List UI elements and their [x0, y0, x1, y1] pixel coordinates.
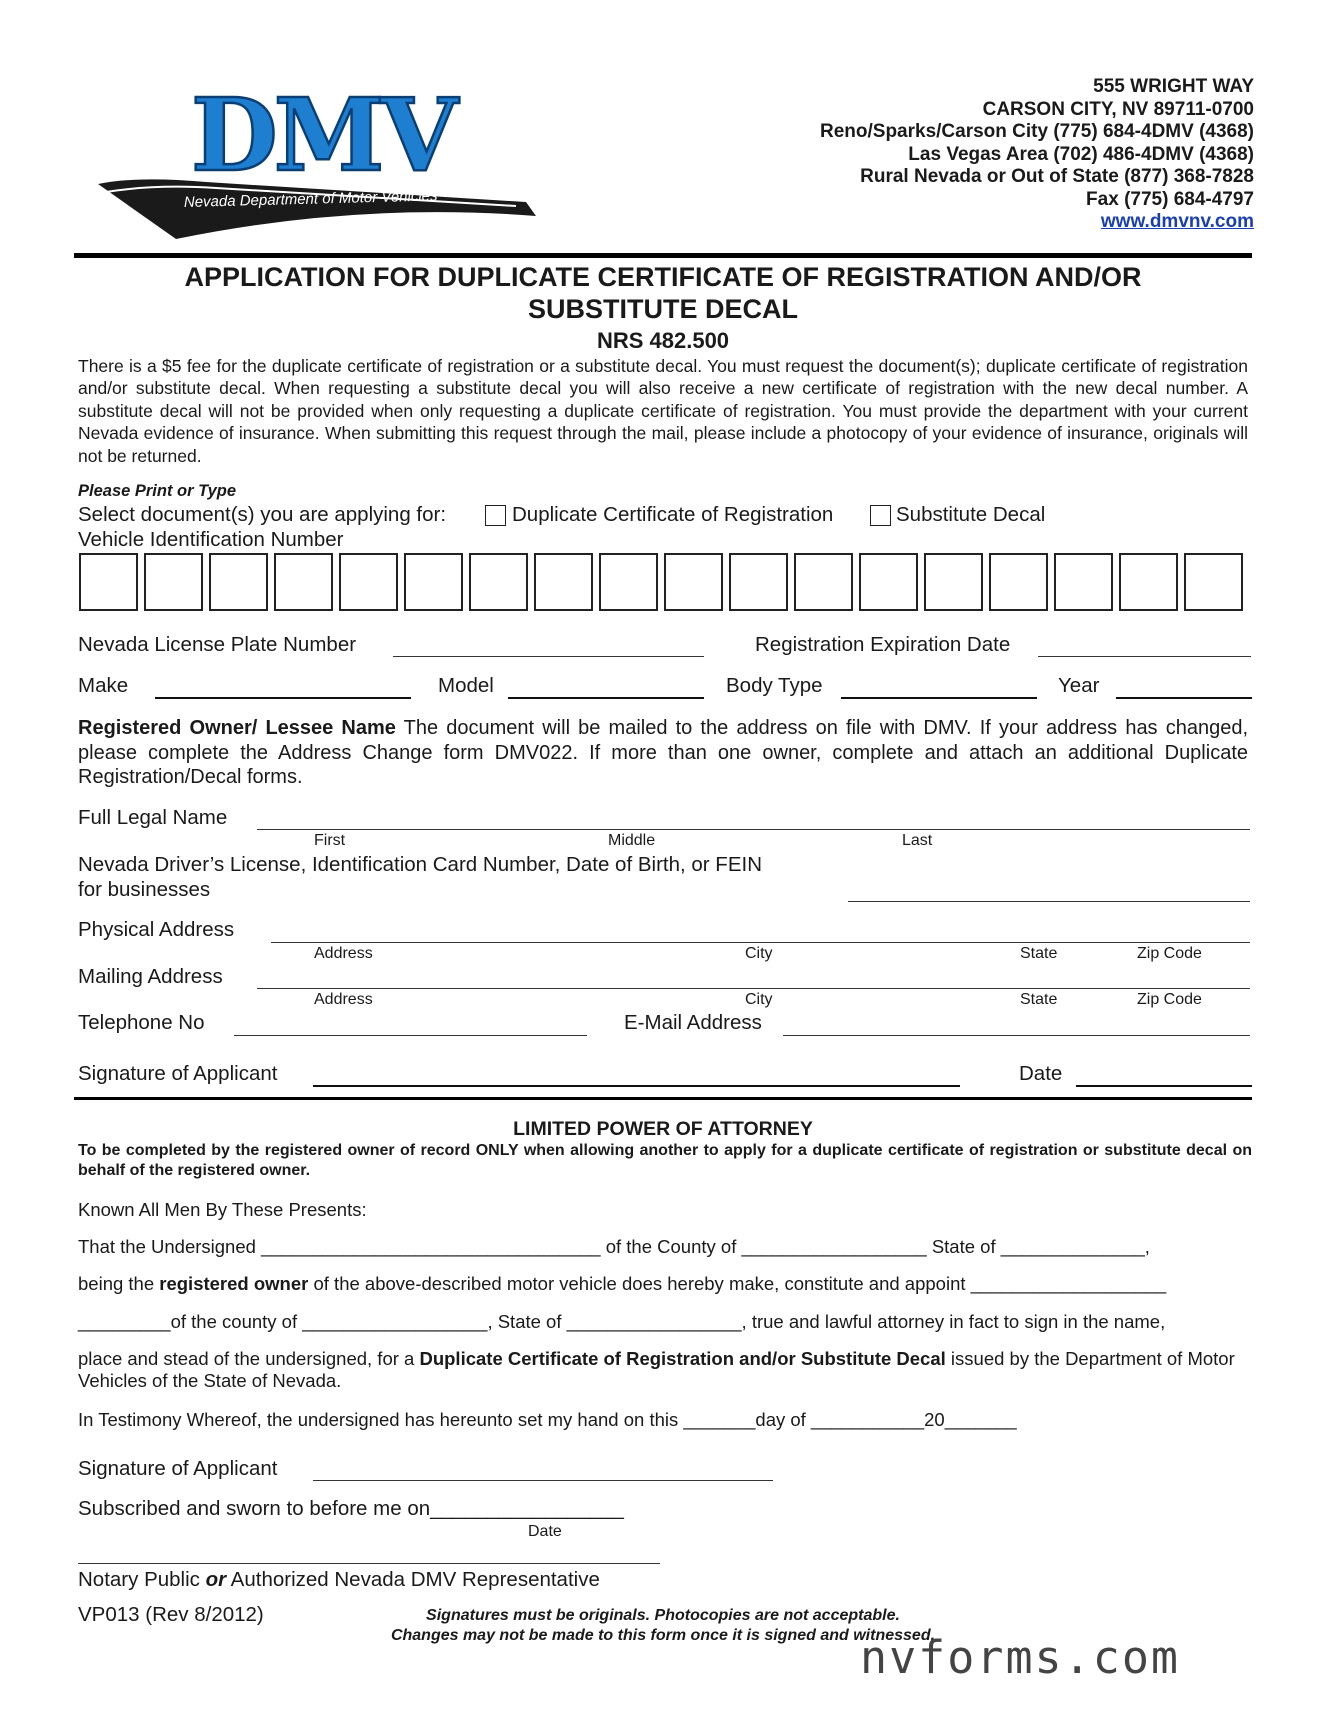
intro-paragraph: There is a $5 fee for the duplicate certificate of registration or a substitute decal. You must request the document(s); duplicate certificate of registration and/or substitute decal. When requesting a substitute decal you will also receive a new certificate of registration with the new decal number. A substitute decal will not be provided when only requesting a duplicate certificate of registration. You must provide the department with your current Nevada evidence of insurance. When submitting this request through the mail, please include a photocopy of your evidence of insurance, originals will not be returned. [78, 356, 1248, 466]
owner-instructions: The document will be mailed to the address on file with DMV. If your address has changed, please complete the Address Change form DMV022. If more than one owner, complete and attach an additional Duplicate Registration/Decal forms. [78, 717, 1248, 788]
model-input-line[interactable] [508, 697, 704, 699]
body-type-input-line[interactable] [841, 697, 1037, 699]
vin-char-box[interactable] [339, 553, 398, 611]
year-label: Year [1058, 674, 1100, 697]
state-caption: State [1020, 991, 1058, 1008]
vin-char-box[interactable] [469, 553, 528, 611]
address-caption: Address [314, 991, 373, 1008]
poa-testimony-line: In Testimony Whereof, the undersigned has hereunto set my hand on this _______day of ___________20_______ [78, 1409, 1017, 1430]
statute-reference: NRS 482.500 [596, 328, 730, 353]
sworn-line: Subscribed and sworn to before me on_________________ [78, 1497, 624, 1520]
poa-place-bold: Duplicate Certificate of Registration and/or Substitute Decal [419, 1348, 946, 1369]
dmv-logo [96, 84, 536, 244]
plate-input-line[interactable] [393, 656, 704, 657]
vin-char-box[interactable] [924, 553, 983, 611]
vin-char-box[interactable] [534, 553, 593, 611]
address-line: Fax (775) 684-4797 [1086, 188, 1254, 210]
signature-label: Signature of Applicant [78, 1062, 278, 1085]
signature-input-line[interactable] [313, 1085, 960, 1087]
telephone-label: Telephone No [78, 1011, 205, 1034]
email-label: E-Mail Address [624, 1011, 762, 1034]
poa-instructions: To be completed by the registered owner of record ONLY when allowing another to apply for a duplicate certificate of registration or substitute decal on behalf of the registered owner. [78, 1142, 1252, 1179]
dl-label-line1: Nevada Driver’s License, Identification Card Number, Date of Birth, or FEIN [78, 853, 763, 876]
vin-char-box[interactable] [274, 553, 333, 611]
physical-address-label: Physical Address [78, 918, 235, 941]
poa-signature-input-line[interactable] [313, 1480, 773, 1481]
substitute-decal-checkbox[interactable] [870, 505, 891, 526]
vin-char-box[interactable] [664, 553, 723, 611]
print-note: Please Print or Type [78, 482, 237, 500]
form-number: VP013 (Rev 8/2012) [78, 1603, 264, 1626]
notary-or: or [205, 1568, 227, 1591]
vin-label: Vehicle Identification Number [78, 528, 344, 551]
poa-place-paragraph [78, 1348, 1252, 1392]
last-name-caption: Last [902, 832, 933, 849]
email-input-line[interactable] [783, 1035, 1250, 1036]
vin-char-box[interactable] [144, 553, 203, 611]
agency-contact-block [820, 76, 1254, 234]
select-documents-label: Select document(s) you are applying for: [78, 503, 447, 526]
signature-date-label: Date [1019, 1062, 1063, 1085]
poa-owner-line [78, 1273, 1166, 1295]
form-title-line2: SUBSTITUTE DECAL [528, 294, 798, 324]
make-label: Make [78, 674, 129, 697]
poa-title: LIMITED POWER OF ATTORNEY [513, 1118, 813, 1140]
body-type-label: Body Type [726, 674, 823, 697]
substitute-decal-label: Substitute Decal [896, 503, 1046, 526]
vin-char-box[interactable] [1119, 553, 1178, 611]
address-caption: Address [314, 945, 373, 962]
dl-input-line[interactable] [848, 901, 1250, 902]
address-line: Rural Nevada or Out of State (877) 368-7828 [860, 166, 1254, 187]
vin-char-box[interactable] [79, 553, 138, 611]
section-divider [74, 1097, 1252, 1100]
poa-place-text: place and stead of the undersigned, for a [78, 1348, 420, 1369]
full-name-label: Full Legal Name [78, 806, 228, 829]
model-label: Model [438, 674, 494, 697]
vin-char-box[interactable] [209, 553, 268, 611]
address-line: CARSON CITY, NV 89711-0700 [982, 98, 1254, 120]
duplicate-certificate-label: Duplicate Certificate of Registration [512, 503, 834, 526]
mailing-address-input-line[interactable] [257, 988, 1250, 989]
poa-owner-text: being the [78, 1273, 160, 1294]
vin-char-box[interactable] [859, 553, 918, 611]
notary-text-end: Authorized Nevada DMV Representative [226, 1568, 600, 1591]
make-input-line[interactable] [155, 697, 411, 699]
footer-note-1: Signatures must be originals. Photocopies are not acceptable. [426, 1607, 900, 1624]
zip-caption: Zip Code [1137, 945, 1202, 962]
city-caption: City [745, 991, 773, 1008]
poa-known: Known All Men By These Presents: [78, 1199, 367, 1220]
expiration-input-line[interactable] [1038, 656, 1251, 657]
expiration-label: Registration Expiration Date [755, 633, 1011, 656]
website-link[interactable]: www.dmvnv.com [1100, 211, 1254, 232]
watermark: nvforms.com [859, 1631, 1180, 1684]
plate-label: Nevada License Plate Number [78, 633, 357, 656]
poa-owner-text-end: of the above-described motor vehicle does hereby make, constitute and appoint ___________________ [308, 1273, 1167, 1294]
address-line: 555 WRIGHT WAY [1093, 76, 1254, 97]
logo-tagline: Nevada Department of Motor Vehicles [183, 187, 438, 211]
vin-char-box[interactable] [404, 553, 463, 611]
vin-char-box[interactable] [1184, 553, 1243, 611]
header-divider [74, 253, 1252, 258]
sworn-date-caption: Date [528, 1523, 562, 1540]
vin-char-box[interactable] [794, 553, 853, 611]
city-caption: City [745, 945, 773, 962]
physical-address-input-line[interactable] [271, 942, 1250, 943]
owner-heading: Registered Owner/ Lessee Name [78, 717, 396, 739]
first-name-caption: First [314, 832, 346, 849]
vin-char-box[interactable] [599, 553, 658, 611]
vin-char-box[interactable] [1054, 553, 1113, 611]
dl-label-line2: for businesses [78, 878, 211, 901]
poa-owner-bold: registered owner [159, 1273, 309, 1294]
state-caption: State [1020, 945, 1058, 962]
poa-county-line: _________of the county of __________________, State of _________________, true and lawful attorney in fact to sign in the name, [78, 1311, 1166, 1332]
notary-signature-line[interactable] [78, 1563, 660, 1564]
owner-paragraph [78, 716, 1248, 790]
poa-undersigned-line: That the Undersigned _________________________________ of the County of __________________ State of ______________, [78, 1236, 1150, 1257]
address-line: Las Vegas Area (702) 486-4DMV (4368) [908, 143, 1254, 165]
poa-signature-label: Signature of Applicant [78, 1457, 278, 1480]
full-name-input-line[interactable] [257, 829, 1250, 830]
vin-char-box[interactable] [729, 553, 788, 611]
year-input-line[interactable] [1116, 697, 1252, 699]
duplicate-certificate-checkbox[interactable] [485, 505, 506, 526]
middle-name-caption: Middle [608, 832, 656, 849]
vin-char-box[interactable] [989, 553, 1048, 611]
telephone-input-line[interactable] [234, 1035, 587, 1036]
notary-text: Notary Public [78, 1568, 206, 1591]
poa-place-text-end: issued by the Department of Motor Vehicles of the State of Nevada. [78, 1348, 1235, 1391]
footer-note-2: Changes may not be made to this form once it is signed and witnessed. [390, 1627, 936, 1644]
logo-text: DMV [191, 84, 454, 194]
mailing-address-label: Mailing Address [78, 965, 223, 988]
vin-boxes [79, 553, 1249, 611]
zip-caption: Zip Code [1137, 991, 1202, 1008]
address-line: Reno/Sparks/Carson City (775) 684-4DMV (4368) [820, 121, 1254, 142]
notary-label [78, 1568, 600, 1592]
signature-date-input-line[interactable] [1076, 1085, 1252, 1087]
form-title-line1: APPLICATION FOR DUPLICATE CERTIFICATE OF REGISTRATION AND/OR [184, 262, 1142, 292]
